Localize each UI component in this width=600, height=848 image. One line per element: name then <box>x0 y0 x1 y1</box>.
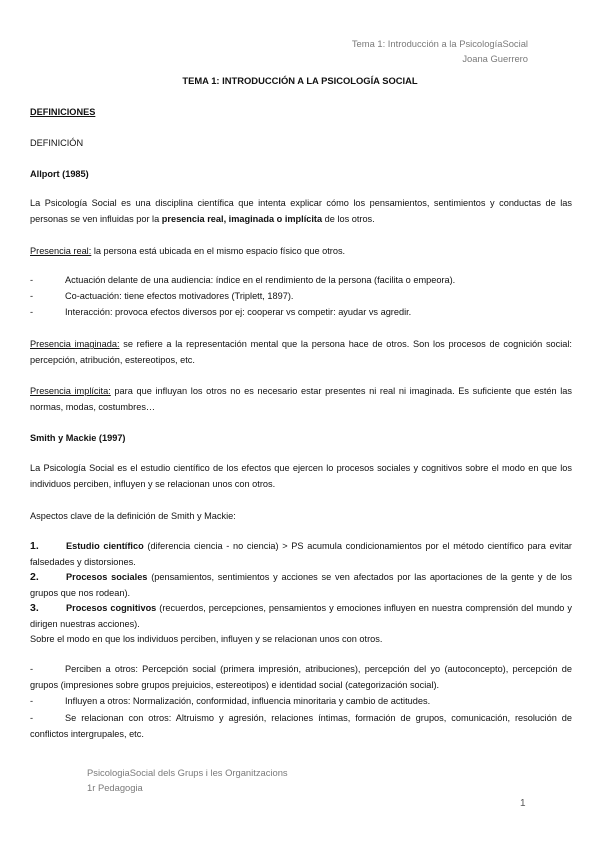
list-item: - Perciben a otros: Percepción social (primera impresión, atribuciones), percepción del yo (autoconcepto), percepción de grupos (impresiones sobre grupos prejuicios, estereotipos) e identidad social (categorización social). <box>30 664 572 690</box>
list-item: - Se relacionan con otros: Altruismo y agresión, relaciones íntimas, formación de grupos, comunicación, resolución de conflictos intergrupales, etc. <box>30 713 572 739</box>
presencia-imaginada: Presencia imaginada: se refiere a la representación mental que la persona hace de otros. Son los procesos de cognición social: percepción, atribución, estereotipos, etc. <box>30 339 572 365</box>
presencia-imaginada-label: Presencia imaginada: <box>30 339 120 349</box>
definiciones-heading: DEFINICIONES <box>30 107 96 117</box>
footer-program: 1r Pedagogia <box>87 782 143 793</box>
header-author: Joana Guerrero <box>462 53 528 64</box>
definicion-heading: DEFINICIÓN <box>30 138 84 148</box>
modo-line: Sobre el modo en que los individuos perciben, influyen y se relacionan unos con otros. <box>30 634 383 644</box>
aspects-intro: Aspectos clave de la definición de Smith y Mackie: <box>30 511 236 521</box>
numbered-item: 3. Procesos cognitivos (recuerdos, percepciones, pensamientos y emociones influyen en nuestra comprensión del mundo y dirigen nuestras acciones). <box>30 602 572 629</box>
numbered-item: 2. Procesos sociales (pensamientos, sentimientos y acciones se ven afectados por las aportaciones de la gente y de los grupos que nos rodean). <box>30 571 573 598</box>
presencia-implicita: Presencia implícita: para que influyan los otros no es necesario estar presentes ni real ni imaginada. Es suficiente que estén las normas, modas, costumbres… <box>30 386 572 412</box>
presencia-real-label: Presencia real: <box>30 246 92 256</box>
presence-types-bold: presencia real, imaginada o implícita <box>161 213 323 224</box>
list-item: - Influyen a otros: Normalización, conformidad, influencia minoritaria y cambio de actitudes. <box>30 696 431 706</box>
header-title: Tema 1: Introducción a la PsicologíaSocial <box>351 38 528 49</box>
allport-paragraph: La Psicología Social es una disciplina científica que intenta explicar cómo los pensamientos, sentimientos y conductas de las personas se ven influidas por la presencia real, imaginada o implícita de los otros. <box>30 198 572 224</box>
document-page: Tema 1: Introducción a la PsicologíaSocial Joana Guerrero TEMA 1: INTRODUCCIÓN A LA PSICOLOGÍA SOCIAL DEFINICIONES DEFINICIÓN Allport (1985) La Psicología Social es una disciplina científica que intenta explicar cómo los pensamientos, sentimientos y conductas de las personas se ven influidas por la presencia real, imaginada o implícita de los otros. Presencia real: la persona está ubicada en el mismo espacio físico que otros. - Actuación delante de una audiencia: índice en el rendimiento de la persona (facilita o empeora). - Co-actuación: tiene efectos motivadores (Triplett, 1897). - Interacción: provoca efectos diversos por ej: cooperar vs competir: ayudar vs agredir. Presencia imaginada: se refiere a la representación mental que la persona hace de otros. Son los procesos de cognición social: percepción, atribución, estereotipos, etc. Presencia implícita: para que influyan los otros no es necesario estar presentes ni real ni imaginada. Es suficiente que estén las normas, modas, costumbres… Smith y Mackie (1997) La Psicología Social es el estudio científico de los efectos que ejercen lo procesos sociales y cognitivos sobre el modo en que los individuos perciben, influyen y se relacionan unos con otros. Aspectos clave de la definición de Smith y Mackie: 1. Estudio científico (diferencia ciencia - no ciencia) > PS acumula condicionamientos por el método científico para evitar falsedades y distorsiones. 2. Procesos sociales (pensamientos, sentimientos y acciones se ven afectados por las aportaciones de la gente y de los grupos que nos rodean). 3. Procesos cognitivos (recuerdos, percepciones, pensamientos y emociones influyen en nuestra comprensión del mundo y dirigen nuestras acciones). Sobre el modo en que los individuos perciben, influyen y se relacionan unos con otros. - Perciben a otros: Percepción social (primera impresión, atribuciones), percepción del yo (autoconcepto), percepción de grupos (impresiones sobre grupos prejuicios, estereotipos) e identidad social (categorización social). - Influyen a otros: Normalización, conformidad, influencia minoritaria y cambio de actitudes. - Se relacionan con otros: Altruismo y agresión, relaciones íntimas, formación de grupos, comunicación, resolución de conflictos intergrupales, etc. PsicologiaSocial dels Grups i les Organitzacions 1r Pedagogia 1 <box>0 0 600 848</box>
smith-paragraph: La Psicología Social es el estudio científico de los efectos que ejercen lo procesos sociales y cognitivos sobre el modo en que los individuos perciben, influyen y se relacionan unos con otros. <box>30 463 572 489</box>
page-title: TEMA 1: INTRODUCCIÓN A LA PSICOLOGÍA SOCIAL <box>182 75 418 86</box>
footer-course: PsicologiaSocial dels Grups i les Organitzacions <box>87 767 288 778</box>
numbered-item: 1. Estudio científico (diferencia ciencia - no ciencia) > PS acumula condicionamientos por el método científico para evitar falsedades y distorsiones. <box>30 540 572 567</box>
presencia-implicita-label: Presencia implícita: <box>30 386 111 396</box>
presencia-real: Presencia real: la persona está ubicada en el mismo espacio físico que otros. <box>30 246 346 256</box>
allport-heading: Allport (1985) <box>30 169 89 179</box>
smith-heading: Smith y Mackie (1997) <box>30 433 126 443</box>
page-number: 1 <box>520 798 526 809</box>
